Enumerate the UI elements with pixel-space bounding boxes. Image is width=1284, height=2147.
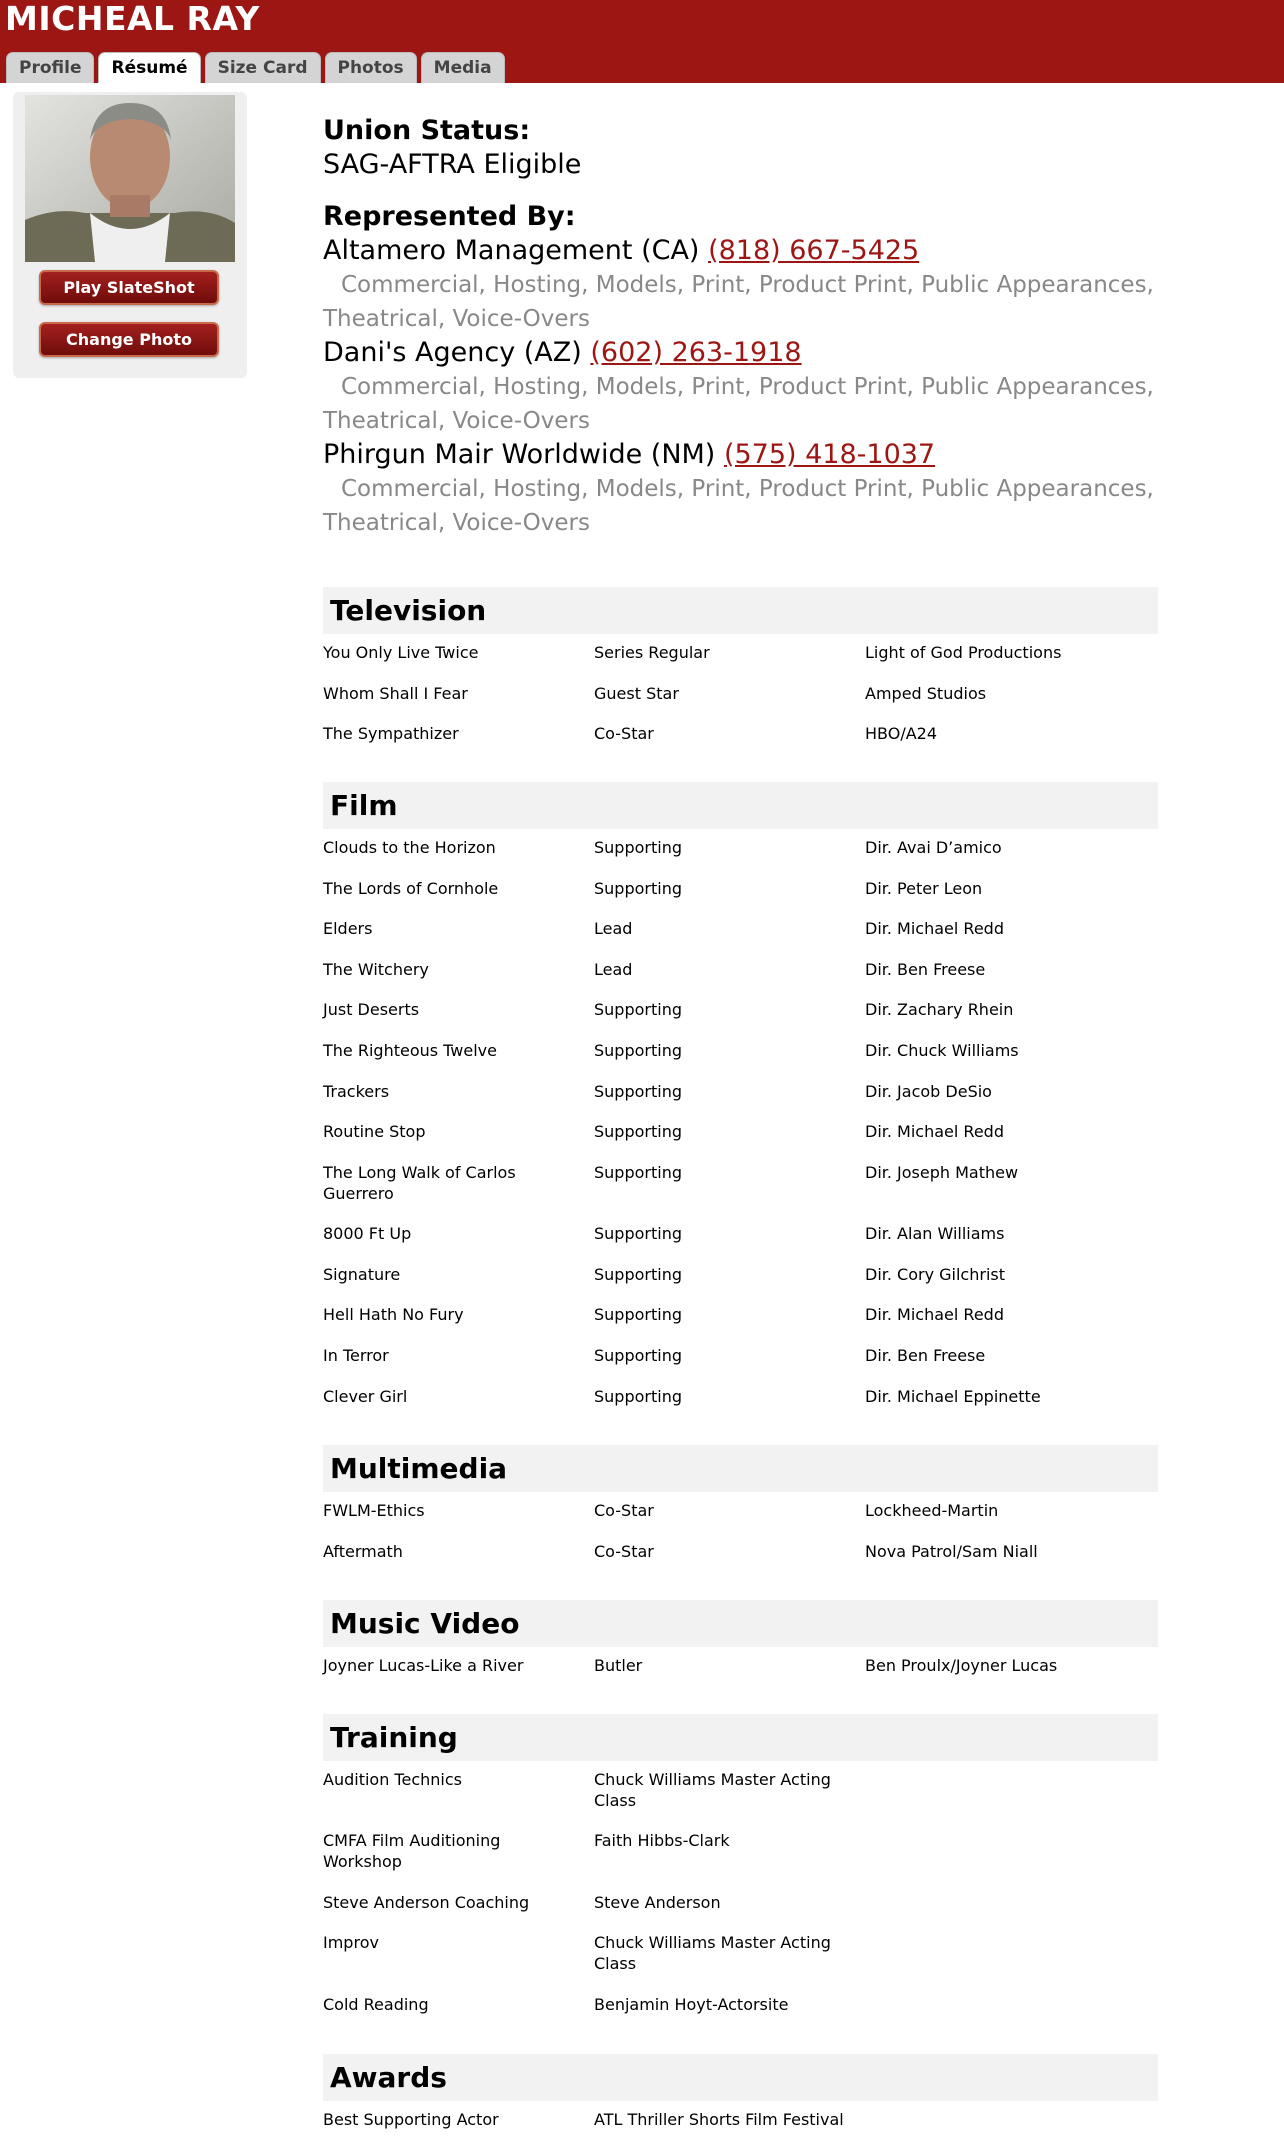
- resume-header-info: [323, 114, 1158, 540]
- section-training: Training Audition Technics Chuck Williams Master Acting Class CMFA Film Auditioning Workshop Faith Hibbs-Clark Steve Anderson Coaching Steve Anderson Improv Chuck Williams Master Acting Class Cold Reading Benjamin Hoyt-Actorsite: [323, 1714, 1158, 1761]
- agency-phone-link[interactable]: (575) 418-1037: [723, 439, 936, 470]
- agency-categories: Commercial, Hosting, Models, Print, Product Print, Public Appearances, Theatrical, Voice-Overs: [323, 374, 1154, 434]
- union-status-label: Union Status:: [323, 115, 531, 146]
- headshot-photo[interactable]: [25, 95, 235, 262]
- agency-phone-link[interactable]: (602) 263-1918: [590, 337, 802, 368]
- section-title: Music Video: [323, 1600, 1158, 1647]
- tab-profile[interactable]: Profile: [6, 52, 94, 83]
- represented-by-label: Represented By:: [323, 201, 576, 232]
- section-music-video: Music Video Joyner Lucas-Like a River Butler Ben Proulx/Joyner Lucas: [323, 1600, 1158, 1647]
- tab-bar: [6, 52, 505, 83]
- tab-size-card[interactable]: Size Card: [205, 52, 321, 83]
- tab-resume[interactable]: Résumé: [98, 52, 200, 83]
- section-title: Television: [323, 587, 1158, 634]
- section-title: Training: [323, 1714, 1158, 1761]
- tab-media[interactable]: Media: [421, 52, 505, 83]
- agency-categories: Commercial, Hosting, Models, Print, Product Print, Public Appearances, Theatrical, Voice-Overs: [323, 476, 1154, 536]
- agency-item: [323, 234, 1158, 336]
- agency-name: Dani's Agency (AZ): [323, 337, 582, 368]
- play-slateshot-button[interactable]: Play SlateShot: [39, 270, 219, 305]
- actor-name: MICHEAL RAY: [5, 0, 260, 38]
- section-television: Television You Only Live Twice Series Regular Light of God Productions Whom Shall I Fear Guest Star Amped Studios The Sympathizer Co-Star HBO/A24: [323, 587, 1158, 634]
- profile-header: [0, 0, 1284, 83]
- tab-photos[interactable]: Photos: [325, 52, 417, 83]
- section-multimedia: Multimedia FWLM-Ethics Co-Star Lockheed-Martin Aftermath Co-Star Nova Patrol/Sam Niall: [323, 1445, 1158, 1492]
- agency-phone-link[interactable]: (818) 667-5425: [708, 235, 920, 266]
- agency-categories: Commercial, Hosting, Models, Print, Product Print, Public Appearances, Theatrical, Voice-Overs: [323, 272, 1154, 332]
- section-title: Film: [323, 782, 1158, 829]
- section-title: Awards: [323, 2054, 1158, 2101]
- agency-name: Phirgun Mair Worldwide (NM): [323, 439, 716, 470]
- change-photo-button[interactable]: Change Photo: [39, 322, 219, 357]
- agency-name: Altamero Management (CA): [323, 235, 700, 266]
- agency-item: [323, 438, 1158, 540]
- section-title: Multimedia: [323, 1445, 1158, 1492]
- section-film: Film Clouds to the Horizon Supporting Dir. Avai D’amico The Lords of Cornhole Supporting Dir. Peter Leon Elders Lead Dir. Michael Redd The Witchery Lead Dir. Ben Freese Just Deserts Supporting Dir. Zachary Rhein The Righteous Twelve Supporting Dir. Chuck Williams Trackers Supporting Dir. Jacob DeSio Routine Stop Supporting Dir. Michael Redd The Long Walk of Carlos Guerrero Supporting Dir. Joseph Mathew 8000 Ft Up Supporting Dir. Alan Williams Signature Supporting Dir. Cory Gilchrist Hell Hath No Fury Supporting Dir. Michael Redd In Terror Supporting Dir. Ben Freese Clever Girl Supporting Dir. Michael Eppinette: [323, 782, 1158, 829]
- sidebar: [13, 92, 247, 378]
- union-status-value: SAG-AFTRA Eligible: [323, 149, 582, 180]
- agency-item: [323, 336, 1158, 438]
- section-awards: Awards Best Supporting Actor ATL Thriller Shorts Film Festival: [323, 2054, 1158, 2101]
